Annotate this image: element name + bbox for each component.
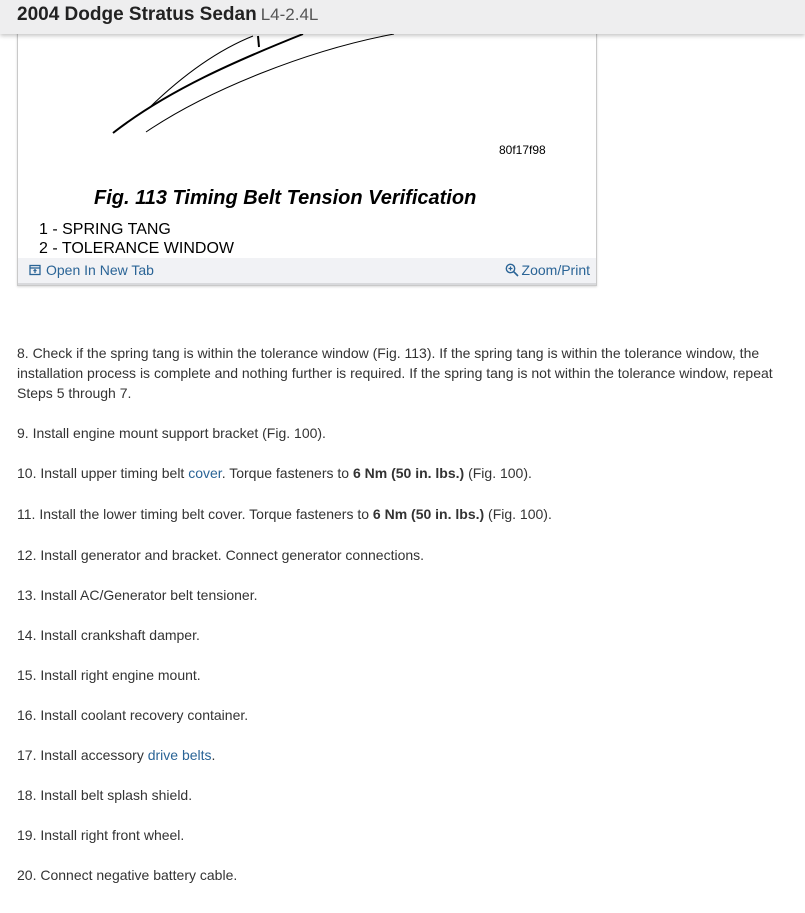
figure-legend: [39, 220, 234, 258]
figure-box: [17, 20, 597, 286]
page-header: [0, 0, 805, 34]
step-10-text: 10. Install upper timing belt: [17, 465, 189, 481]
open-new-tab-link[interactable]: [29, 262, 154, 278]
figure-caption: Fig. 113 Timing Belt Tension Verification: [94, 187, 477, 209]
step-9: 9. Install engine mount support bracket (Fig. 100).: [17, 425, 326, 441]
open-new-tab-icon: [29, 264, 41, 276]
step-19: 19. Install right front wheel.: [17, 827, 185, 843]
step-17: [17, 745, 787, 765]
belt-outline-inner: [113, 34, 303, 133]
step-10-text-end: (Fig. 100).: [464, 465, 532, 481]
step-10-text-mid: . Torque fasteners to: [221, 465, 353, 481]
zoom-print-link[interactable]: [505, 262, 590, 278]
step-18: 18. Install belt splash shield.: [17, 787, 193, 803]
page-title: [17, 4, 318, 26]
drive-belts-link[interactable]: drive belts: [147, 747, 212, 763]
step-14: 14. Install crankshaft damper.: [17, 627, 200, 643]
belt-outline-upper: [149, 36, 253, 108]
engine-subtitle: L4-2.4L: [260, 5, 319, 24]
step-20: 20. Connect negative battery cable.: [17, 867, 238, 883]
figure-footer: [18, 258, 596, 285]
step-12: 12. Install generator and bracket. Connect generator connections.: [17, 547, 425, 563]
step-16: 16. Install coolant recovery container.: [17, 707, 249, 723]
torque-spec: 6 Nm (50 in. lbs.): [352, 465, 465, 481]
step-15: 15. Install right engine mount.: [17, 667, 201, 683]
open-new-tab-label: Open In New Tab: [46, 262, 154, 278]
step-13: 13. Install AC/Generator belt tensioner.: [17, 587, 258, 603]
step-8: 8. Check if the spring tang is within the tolerance window (Fig. 113). If the spring tang is within the tolerance window, the installation process is complete and nothing further is required. If the spring tang is not within the tolerance window, repeat Steps 5 through 7.: [17, 345, 773, 401]
step-10: [17, 463, 787, 483]
zoom-icon: [505, 263, 519, 277]
belt-outline-outer: [146, 34, 394, 132]
spring-tang-mark: [258, 36, 259, 47]
legend-item-spring-tang: 1 - SPRING TANG: [39, 221, 171, 238]
legend-item-tolerance-window: 2 - TOLERANCE WINDOW: [39, 240, 234, 257]
zoom-print-label: Zoom/Print: [521, 262, 590, 278]
vehicle-name: 2004 Dodge Stratus Sedan: [17, 4, 257, 25]
step-17-text-end: .: [211, 747, 216, 763]
step-11-text: 11. Install the lower timing belt cover. Torque fasteners to: [17, 506, 373, 522]
step-11-text-end: (Fig. 100).: [484, 506, 552, 522]
step-11: [17, 504, 787, 524]
torque-spec: 6 Nm (50 in. lbs.): [372, 506, 485, 522]
step-17-text: 17. Install accessory: [17, 747, 148, 763]
figure-code: 80f17f98: [499, 143, 546, 157]
cover-link[interactable]: cover: [188, 465, 222, 481]
